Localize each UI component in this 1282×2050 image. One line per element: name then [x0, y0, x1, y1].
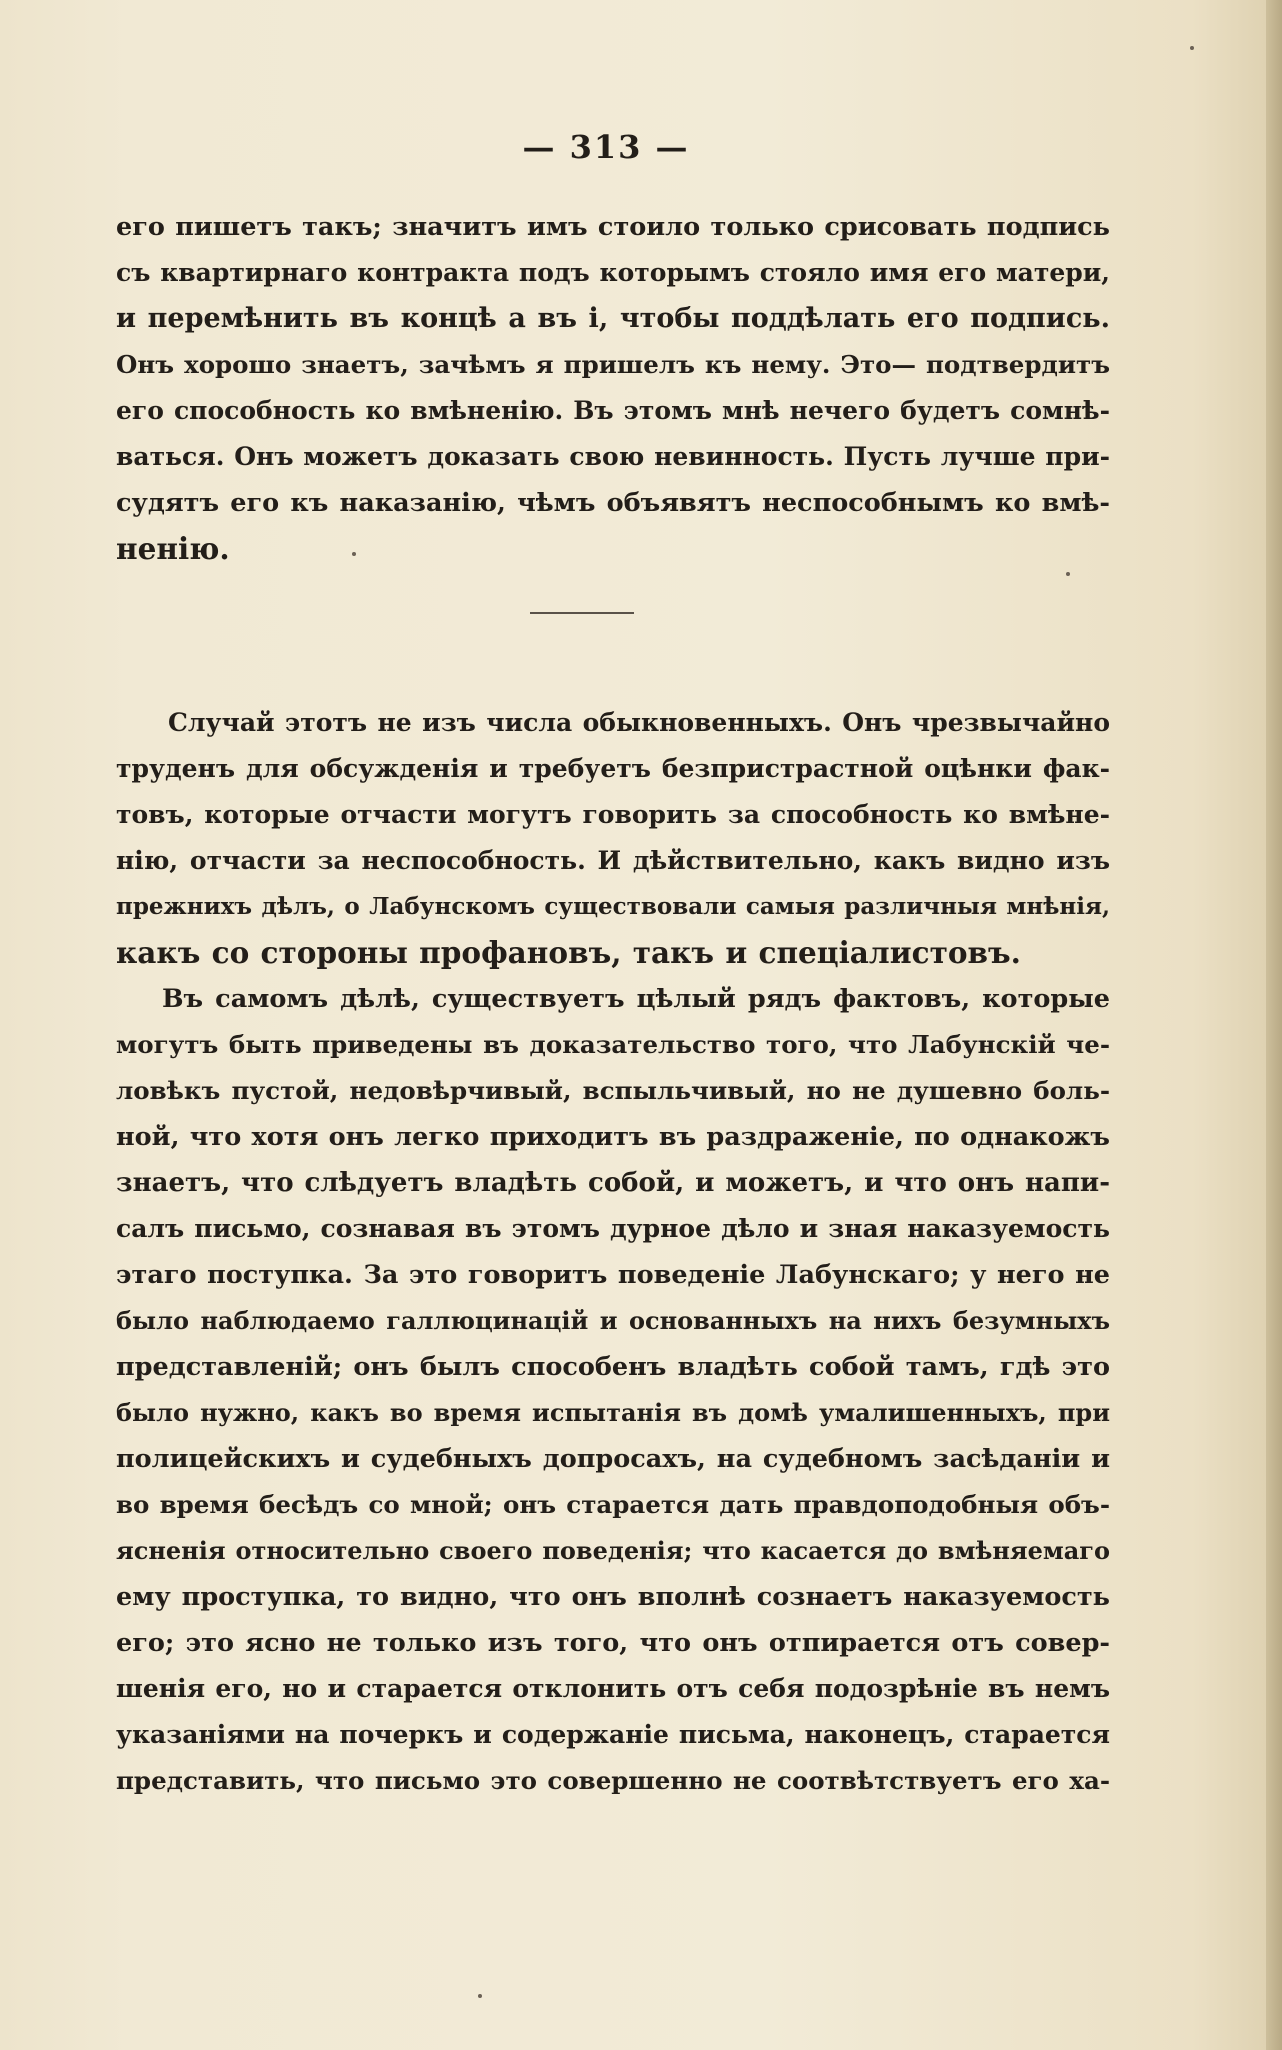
text-line: салъ письмо, сознавая въ этомъ дурное дѣло и зная наказуемость	[116, 1214, 1110, 1243]
text-line: Въ самомъ дѣлѣ, существуетъ цѣлый рядъ фактовъ, которые	[162, 984, 1110, 1014]
text-line: представленій; онъ былъ способенъ владѣть собой тамъ, гдѣ это	[116, 1352, 1110, 1382]
text-line: ненію.	[116, 531, 230, 566]
text-line: могутъ быть приведены въ доказательство того, что Лабунскій че-	[116, 1030, 1110, 1059]
text-line: полицейскихъ и судебныхъ допросахъ, на судебномъ засѣданіи и	[116, 1444, 1110, 1474]
text-line: было нужно, какъ во время испытанія въ домѣ умалишенныхъ, при	[116, 1398, 1110, 1427]
text-line: ясненія относительно своего поведенія; что касается до вмѣняемаго	[116, 1536, 1110, 1565]
text-line: его пишетъ такъ; значитъ имъ стоило только срисовать подпись	[116, 212, 1110, 242]
text-line: ему проступка, то видно, что онъ вполнѣ сознаетъ наказуемость	[116, 1582, 1110, 1612]
text-line: Онъ хорошо знаетъ, зачѣмъ я пришелъ къ нему. Это— подтвердитъ	[116, 350, 1110, 379]
text-line: ваться. Онъ можетъ доказать свою невинность. Пусть лучше при-	[116, 442, 1110, 471]
text-line: ной, что хотя онъ легко приходитъ въ раздраженіе, по однакожъ	[116, 1122, 1110, 1152]
text-line: нію, отчасти за неспособность. И дѣйствительно, какъ видно изъ	[116, 846, 1110, 875]
text-line: и перемѣнить въ концѣ а въ і, чтобы поддѣлать его подпись.	[116, 303, 1110, 334]
text-line: какъ со стороны профановъ, такъ и спеціалистовъ.	[116, 935, 1021, 970]
text-line: его способность ко вмѣненію. Въ этомъ мнѣ нечего будетъ сомнѣ-	[116, 396, 1110, 425]
text-line: судятъ его къ наказанію, чѣмъ объявятъ неспособнымъ ко вмѣ-	[116, 488, 1110, 518]
page-edge	[1266, 0, 1282, 2050]
text-line: прежнихъ дѣлъ, о Лабунскомъ существовали самыя различныя мнѣнія,	[116, 893, 1110, 920]
text-line: Случай этотъ не изъ числа обыкновенныхъ. Онъ чрезвычайно	[168, 708, 1110, 737]
text-line: этаго поступка. За это говоритъ поведеніе Лабунскаго; у него не	[116, 1260, 1110, 1290]
text-line: съ квартирнаго контракта подъ которымъ стояло имя его матери,	[116, 258, 1110, 287]
paper-speck	[1190, 46, 1194, 50]
text-line: его; это ясно не только изъ того, что онъ отпирается отъ совер-	[116, 1628, 1110, 1658]
text-line: знаетъ, что слѣдуетъ владѣть собой, и можетъ, и что онъ напи-	[116, 1168, 1110, 1198]
page-number: — 313 —	[522, 128, 690, 166]
paragraph-continued	[116, 204, 1110, 572]
text-line: шенія его, но и старается отклонить отъ себя подозрѣніе въ немъ	[116, 1674, 1110, 1703]
text-line: во время бесѣдъ со мной; онъ старается дать правдоподобныя объ-	[116, 1490, 1110, 1519]
paper-speck	[1066, 572, 1070, 576]
section-divider	[530, 612, 634, 614]
text-line: ловѣкъ пустой, недовѣрчивый, вспыльчивый, но не душевно боль-	[116, 1076, 1110, 1105]
text-line: было наблюдаемо галлюцинацій и основанныхъ на нихъ безумныхъ	[116, 1306, 1110, 1335]
paper-speck	[478, 1994, 482, 1998]
paragraph-case-analysis	[116, 700, 1110, 1804]
paper-speck	[352, 552, 356, 556]
text-line: товъ, которые отчасти могутъ говорить за способность ко вмѣне-	[116, 800, 1110, 829]
text-line: труденъ для обсужденія и требуетъ безпристрастной оцѣнки фак-	[116, 754, 1110, 783]
text-line: указаніями на почеркъ и содержаніе письма, наконецъ, старается	[116, 1720, 1110, 1749]
text-line: представить, что письмо это совершенно не соотвѣтствуетъ его ха-	[116, 1766, 1110, 1795]
